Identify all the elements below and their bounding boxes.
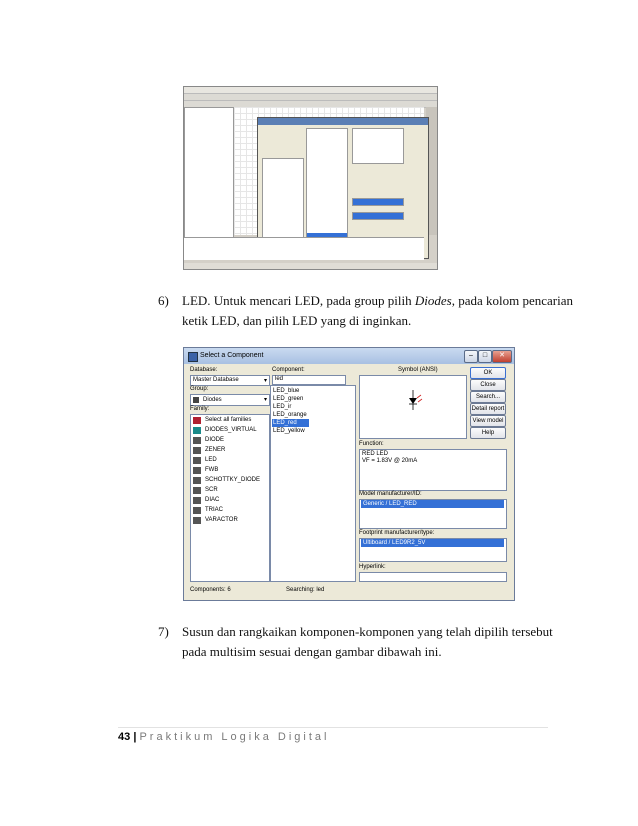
group-label: Group: xyxy=(190,386,209,392)
page-footer xyxy=(118,731,329,743)
model-item-selected[interactable]: Generic / LED_RED xyxy=(361,500,504,508)
family-list[interactable]: Select all families DIODES_VIRTUAL DIODE ZENER LED FWB SCHOTTKY_DIODE SCR DIAC TRIAC VARACTOR xyxy=(190,414,270,582)
function-label: Function: xyxy=(359,441,384,447)
close-window-button[interactable]: ✕ xyxy=(492,350,512,363)
page-number: 43 xyxy=(118,731,131,743)
step-text: LED. Untuk mencari LED, pada group pilih Diodes, pada kolom pencarian ketik LED, dan pilih LED yang di inginkan. xyxy=(182,293,573,328)
footprint-list[interactable] xyxy=(359,538,507,562)
ok-button[interactable]: OK xyxy=(470,367,506,379)
step-number: 6) xyxy=(158,293,169,308)
step-number: 7) xyxy=(158,624,169,639)
database-select[interactable]: Master Database ▾ xyxy=(190,375,270,386)
model-field xyxy=(352,198,404,206)
model-list[interactable] xyxy=(359,499,507,529)
family-label: Family: xyxy=(190,406,210,412)
footprint-item-selected[interactable]: Ultiboard / LED9R2_5V xyxy=(361,539,504,547)
multisim-app-icon xyxy=(188,352,198,362)
symbol-preview xyxy=(359,375,467,439)
minimize-button[interactable]: – xyxy=(464,350,478,363)
maximize-button[interactable]: □ xyxy=(478,350,492,363)
component-search-input[interactable]: led xyxy=(272,375,346,385)
close-button[interactable]: Close xyxy=(470,379,506,391)
triac-icon xyxy=(193,507,201,514)
dialog-titlebar xyxy=(258,118,428,125)
design-toolbox-panel xyxy=(184,107,234,251)
component-item[interactable]: LED_yellow xyxy=(273,428,305,434)
hyperlink-field xyxy=(359,572,507,582)
chevron-down-icon: ▾ xyxy=(263,397,267,403)
component-list[interactable] xyxy=(270,385,356,582)
footer-separator: | xyxy=(133,731,137,743)
status-bar xyxy=(184,263,437,269)
dialog-titlebar xyxy=(184,348,514,364)
group-select[interactable]: Diodes ▾ xyxy=(190,394,270,406)
view-model-button[interactable]: View model xyxy=(470,415,506,427)
model-label: Model manufacturer/ID: xyxy=(359,491,422,497)
schottky-icon xyxy=(193,477,201,484)
database-label: Database: xyxy=(190,367,218,373)
step-6-paragraph xyxy=(158,291,578,333)
hyperlink-label: Hyperlink: xyxy=(359,564,386,570)
varactor-icon xyxy=(193,517,201,524)
component-item[interactable]: LED_ir xyxy=(273,404,292,410)
component-item[interactable]: LED_blue xyxy=(273,388,300,394)
toolbar xyxy=(184,94,437,101)
symbol-preview xyxy=(352,128,404,164)
led-symbol-icon xyxy=(360,376,466,438)
diode-icon xyxy=(193,437,201,444)
step-7-paragraph xyxy=(158,622,578,664)
led-icon xyxy=(193,457,201,464)
footer-title: Praktikum Logika Digital xyxy=(139,731,330,743)
step-text: Susun dan rangkaikan komponen-komponen yang telah dipilih tersebut pada multisim sesuai dengan gambar dibawah ini. xyxy=(182,624,553,659)
component-item[interactable]: LED_green xyxy=(273,396,304,402)
searching-status: Searching: led xyxy=(286,587,325,593)
search-button[interactable]: Search... xyxy=(470,391,506,403)
diode-group-icon xyxy=(193,397,199,403)
footprint-label: Footprint manufacturer/type: xyxy=(359,530,435,536)
component-item-selected[interactable]: LED_red xyxy=(272,419,309,427)
chevron-down-icon: ▾ xyxy=(263,378,267,384)
multisim-screenshot xyxy=(183,86,438,270)
symbol-label: Symbol (ANSI) xyxy=(398,367,438,373)
all-families-icon xyxy=(193,417,201,424)
dialog-title: Select a Component xyxy=(200,352,264,359)
components-count: Components: 6 xyxy=(190,587,231,593)
footprint-field xyxy=(352,212,404,220)
component-item[interactable]: LED_orange xyxy=(273,412,307,418)
spreadsheet-view xyxy=(184,237,424,260)
zener-icon xyxy=(193,447,201,454)
footer-rule xyxy=(118,727,548,728)
function-field: RED LED VF = 1.83V @ 20mA xyxy=(359,449,507,491)
detail-report-button[interactable]: Detail report xyxy=(470,403,506,415)
scr-icon xyxy=(193,487,201,494)
select-component-dialog xyxy=(183,347,515,601)
virtual-diode-icon xyxy=(193,427,201,434)
component-label: Component: xyxy=(272,367,305,373)
menu-bar xyxy=(184,87,437,94)
component-list xyxy=(306,128,348,252)
help-button[interactable]: Help xyxy=(470,427,506,439)
diac-icon xyxy=(193,497,201,504)
bridge-icon xyxy=(193,467,201,474)
